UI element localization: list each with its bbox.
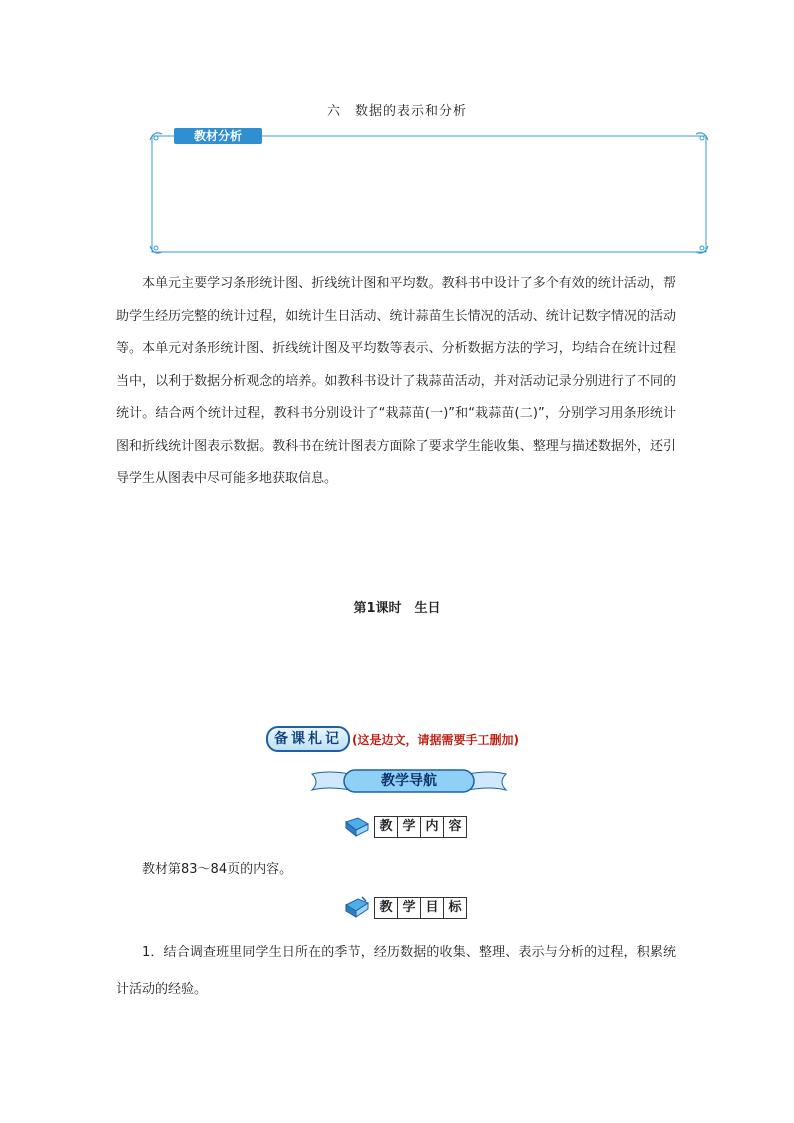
- section-head-objectives: [344, 895, 467, 921]
- book-icon: [344, 814, 370, 840]
- lesson-title: 第1课时 生日: [353, 601, 441, 616]
- chapter-title: 六 数据的表示和分析: [326, 104, 467, 119]
- side-note-badge: 备课札记: [266, 726, 350, 752]
- heading-char: 目: [421, 897, 444, 919]
- heading-char: 学: [398, 816, 421, 838]
- objective-item: 1．结合调查班里同学生日所在的季节，经历数据的收集、整理、表示与分析的过程，积累统计活动的经验。: [116, 945, 676, 997]
- analysis-frame: [148, 128, 710, 256]
- heading-char: 教: [374, 816, 398, 838]
- heading-char: 学: [398, 897, 421, 919]
- heading-char: 教: [374, 897, 398, 919]
- side-note-text: (这是边文，请据需要手工删加): [352, 732, 519, 747]
- nav-banner-label: 教学导航: [381, 773, 437, 789]
- heading-char: 标: [444, 897, 467, 919]
- analysis-label: 教材分析: [174, 128, 262, 144]
- heading-char: 容: [444, 816, 467, 838]
- content-text: 教材第83～84页的内容。: [142, 862, 293, 877]
- side-note: [266, 726, 519, 752]
- frame-border: [148, 128, 710, 256]
- nav-banner: [310, 768, 508, 794]
- intro-paragraph: 本单元主要学习条形统计图、折线统计图和平均数。教科书中设计了多个有效的统计活动，帮助学生经历完整的统计过程，如统计生日活动、统计蒜苗生长情况的活动、统计记数字情况的活动等。本单元对条形统计图、折线统计图及平均数等表示、分析数据方法的学习，均结合在统计过程当中，以利于数据分析观念的培养。如教科书设计了栽蒜苗活动，并对活动记录分别进行了不同的统计。结合两个统计过程，教科书分别设计了“栽蒜苗(一)”和“栽蒜苗(二)”，分别学习用条形统计图和折线统计图表示数据。教科书在统计图表方面除了要求学生能收集、整理与描述数据外，还引导学生从图表中尽可能多地获取信息。: [116, 276, 676, 486]
- objectives-heading: [374, 897, 467, 919]
- heading-char: 内: [421, 816, 444, 838]
- content-heading: [374, 816, 467, 838]
- section-head-content: [344, 814, 467, 840]
- book-icon: [344, 895, 370, 921]
